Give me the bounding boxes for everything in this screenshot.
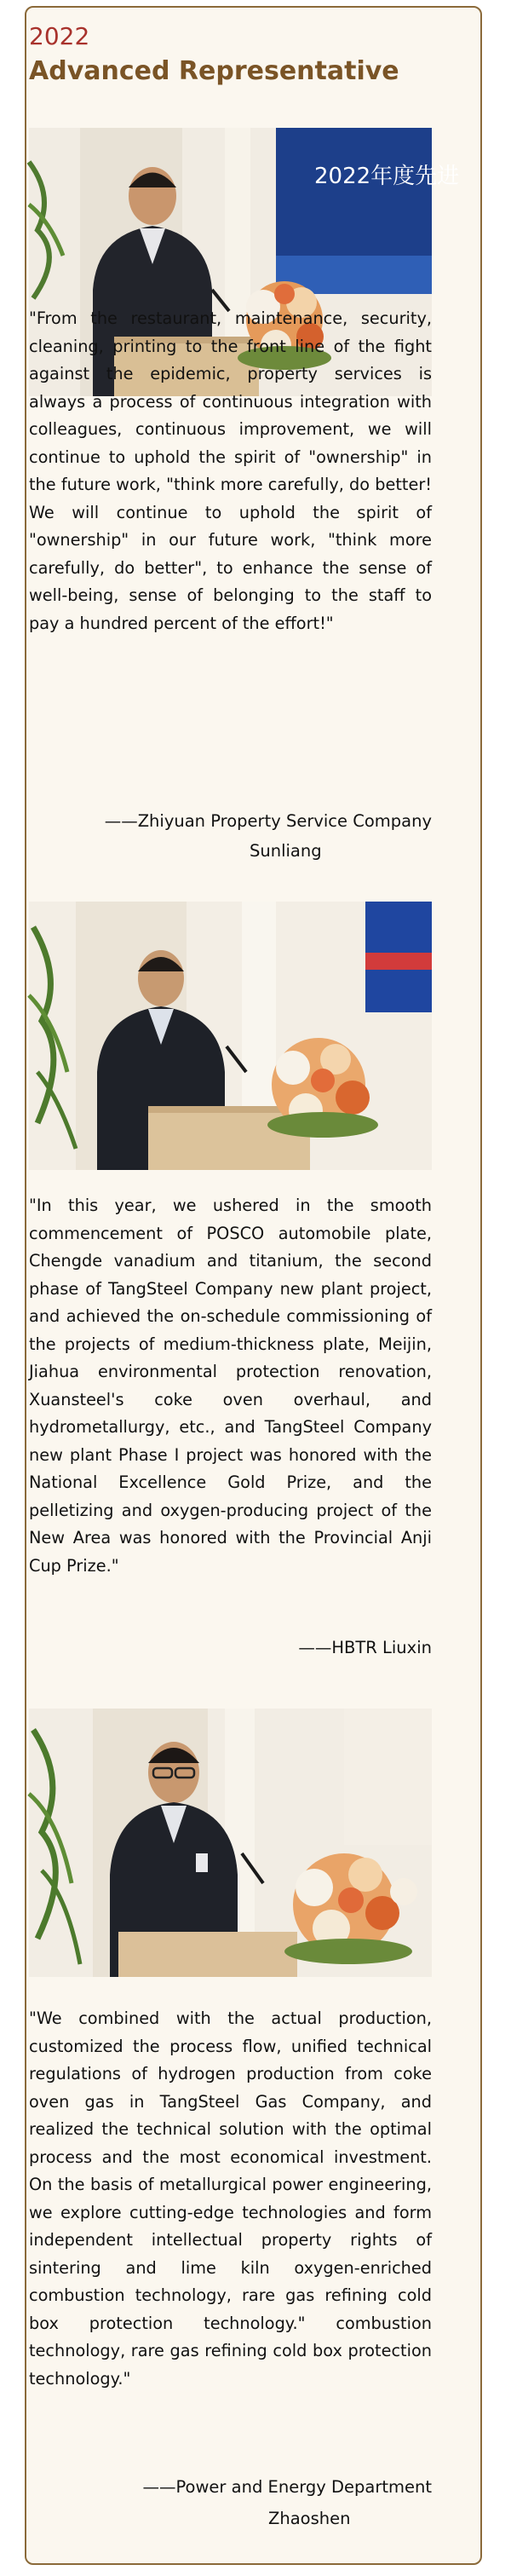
quote-text-3: "We combined with the actual production, customized the process flow, unified technical regulations of hydrogen production from coke oven gas in TangSteel Gas Company, and realized the technical solution with the optimal process and the most economical investment. On the basis of metallurgical power engineering, we explore cutting-edge technologies and form independent intellectual property rights of sintering and lime kiln oxygen-enriched combustion technology, rare gas refining cold box protection technology." combustion technology, rare gas refining cold box protection technology." — [29, 2008, 432, 2389]
signature-1: ——Zhiyuan Property Service Company — [104, 811, 432, 831]
signature-name-1: Sunliang — [250, 841, 322, 861]
page-title: Advanced Representative — [29, 56, 399, 86]
signature-name-3: Zhaoshen — [268, 2509, 351, 2528]
signature-2: ——HBTR Liuxin — [298, 1638, 432, 1657]
speaker-photo-2 — [29, 902, 432, 1170]
quote-text-2: "In this year, we ushered in the smooth commencement of POSCO automobile plate, Chengde vanadium and titanium, the second phase of TangSteel Company new plant project, and achieved the on-schedule commissioning of the projects of medium-thickness plate, Meijin, Jiahua environmental protection renovation, Xuansteel's coke oven overhaul, and hydrometallurgy, etc., and TangSteel Company new plant Phase I project was honored with the National Excellence Gold Prize, and the pelletizing and oxygen-producing project of the New Area was honored with the Provincial Anji Cup Prize." — [29, 1196, 432, 1576]
banner-text: 2022年度先进 — [314, 164, 460, 189]
speaker-photo-3 — [29, 1709, 432, 1977]
quote-text-1: "From the restaurant, maintenance, security, cleaning, printing to the front line of the fight against the epidemic, property services is always a process of continuous integration with colleagues, continuous improvement, we will continue to uphold the spirit of "ownership" in the future work, "think more carefully, do better! We will continue to uphold the spirit of "ownership" in our future work, "think more carefully, do better", to enhance the sense of well-being, sense of belonging to the staff to pay a hundred percent of the effort!" — [29, 308, 432, 633]
signature-3: ——Power and Energy Department — [142, 2477, 432, 2497]
year-label: 2022 — [29, 22, 90, 50]
